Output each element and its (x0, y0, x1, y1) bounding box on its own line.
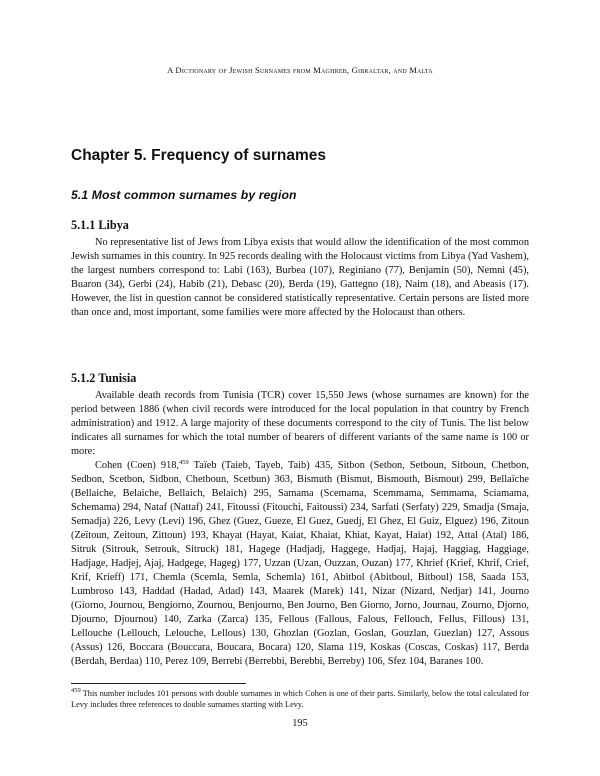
tunisia-surname-list (71, 459, 529, 669)
tunisia-paragraph-intro: Available death records from Tunisia (TCR) cover 15,550 Jews (whose surnames are known) for the period between 1886 (when civil records were introduced for the local population in that country by French administration) and 1912. A large majority of these documents correspond to the city of Tunis. The list below indicates all surnames for which the total number of bearers of different variants of the same name is 100 or more: (71, 390, 529, 457)
page-number: 195 (292, 718, 308, 729)
surname-list-lead: Cohen (Coen) 918, (95, 460, 180, 471)
footnote (71, 688, 529, 710)
libya-heading: 5.1.1 Libya (71, 218, 129, 232)
running-head: A Dictionary of Jewish Surnames from Maghreb, Gibraltar, and Malta (167, 65, 433, 75)
footnote-reference[interactable]: 459 (179, 459, 189, 466)
tunisia-heading: 5.1.2 Tunisia (71, 371, 137, 385)
footnote-text: This number includes 101 persons with double surnames in which Cohen is one of their parts. Similarly, below the total calculated for Levy includes three references to double surnames starting with Levy. (71, 689, 529, 709)
footnote-number: 459 (71, 687, 81, 694)
chapter-title: Chapter 5. Frequency of surnames (71, 147, 326, 164)
footnote-divider (71, 683, 246, 684)
libya-paragraph: No representative list of Jews from Libya exists that would allow the identification of the most common Jewish surnames in this country. In 925 records dealing with the Holocaust victims from Libya (Yad Vashem), the largest numbers correspond to: Labi (163), Burbea (107), Reginiano (77), Benjamin (50), Nemni (45), Buaron (34), Gerbi (24), Habib (21), Debasc (20), Berda (19), Gattegno (18), Naim (18), and Abeasis (17). However, the list in question cannot be considered statistically representative. Certain persons are listed more than once and, most important, some families were more affected by the Holocaust than others. (71, 237, 529, 318)
surname-list-body: Taïeb (Taieb, Tayeb, Taib) 435, Sitbon (Setbon, Setboun, Sitboun, Chetbon, Sedbon, Scetbon, Sidbon, Chetboun, Scetbun) 363, Bismuth (Bismut, Bismouth, Bismout) 299, Bellaïche (Bellaiche, Belaiche, Bellaich, Belaich) 295, Samama (Scemama, Scemmama, Semmama, Sciamama, Schemama) 294, Nataf (Nattaf) 241, Fitoussi (Fitouchi, Faitoussi) 234, Sarfati (Serfaty) 229, Smadja (Smaja, Semadja) 226, Levy (Levi) 196, Ghez (Guez, Gueze, El Guez, Guedj, El Ghez, El Guiz, Elguez) 196, Zitoun (Zeïtoun, Zeitoun, Zittoun) 193, Khayat (Hayat, Kaiat, Khaiat, Khiat, Kayat, Haiat) 192, Attal (Atal) 186, Sitruk (Sitrouk, Setrouk, Sitruck) 181, Hagege (Hadjadj, Haggege, Hadjaj, Hajaj, Haggiag, Haggiage, Hadjage, Hadjej, Ajaj, Hadgege, Hageg) 177, Uzzan (Uzan, Ouzzan, Ouzan) 177, Khrief (Krief, Khrif, Crief, Krif, Krieff) 171, Chemla (Scemla, Semla, Schemla) 161, Abitbol (Abitboul, Bitboul) 158, Saada 153, Lumbroso 143, Haddad (Hadad, Adad) 143, Maarek (Marek) 141, Nizar (Nizard, Nedjar) 141, Journo (Giorno, Journou, Bengiorno, Zournou, Benjourno, Ben Journo, Ben Giorno, Jorno, Journau, Zourno, Djorno, Djourno, Djournou) 140, Zarka (Zarca) 135, Fellous (Fallous, Falous, Fellouch, Fellus, Fillous) 131, Lellouche (Lellouch, Lelouche, Lellous) 130, Ghozlan (Gozlan, Goslan, Gouzlan, Guezlan) 127, Assous (Assus) 126, Boccara (Bouccara, Boucara, Bocara) 120, Slama 119, Koskas (Coscas, Coskas) 117, Berda (Berdah, Berdaa) 110, Perez 109, Berrebi (Berrebbi, Berebbi, Berreby) 106, Sfez 104, Baranes 100. (71, 460, 529, 667)
section-title: 5.1 Most common surnames by region (71, 188, 297, 202)
